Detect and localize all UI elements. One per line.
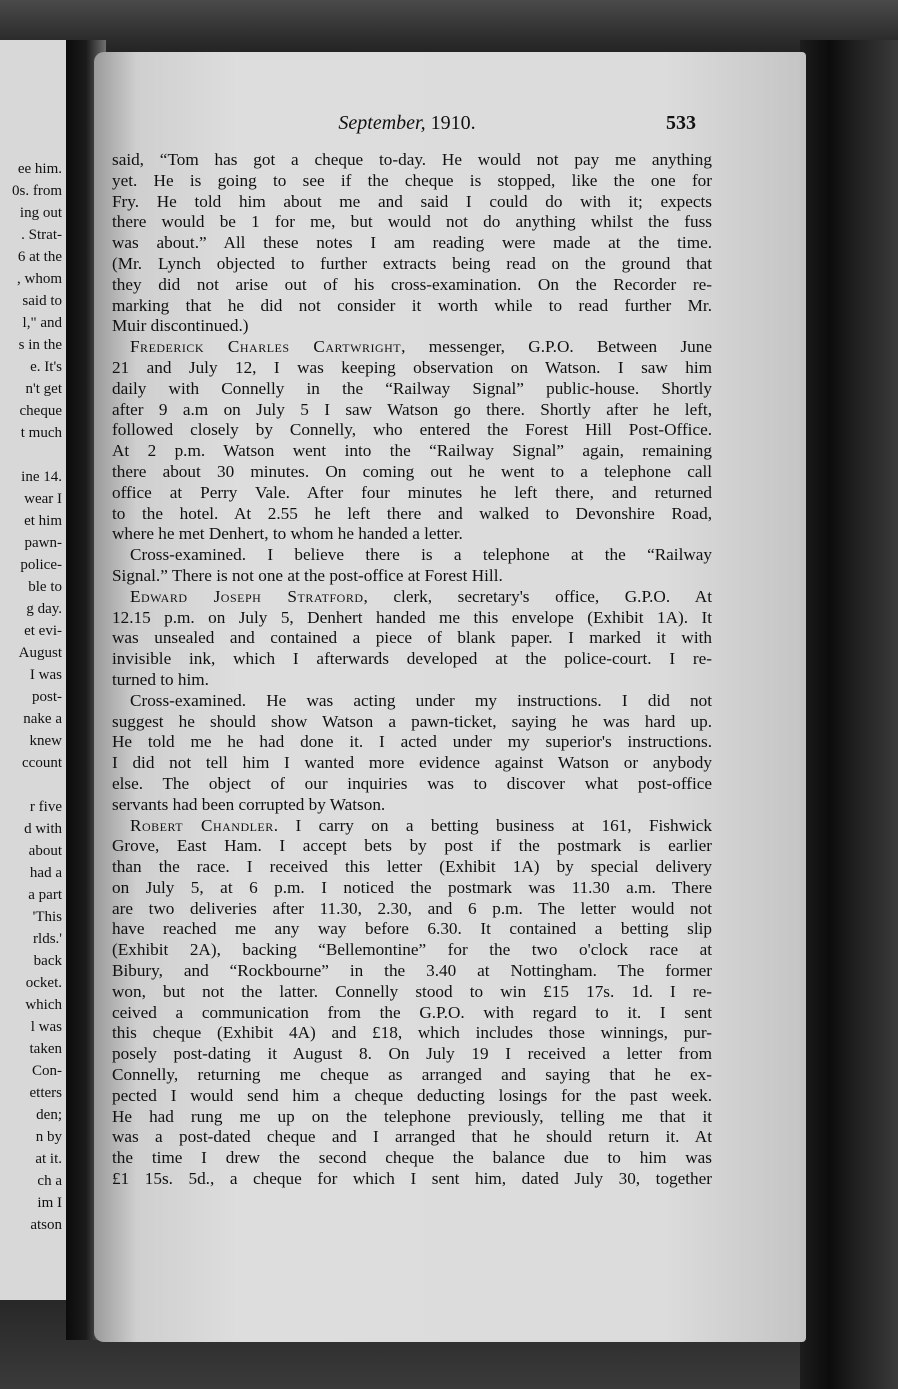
text-line: turned to him. bbox=[112, 669, 209, 689]
text-line: are two deliveries after 11.30, 2.30, and 6 p.m. The letter would not bbox=[112, 898, 712, 918]
left-page-fragment: pawn- bbox=[24, 535, 62, 551]
text-line: Edward Joseph Stratford, clerk, secretary's office, G.P.O. At bbox=[130, 586, 712, 606]
text-line: Frederick Charles Cartwright, messenger, G.P.O. Between June bbox=[130, 337, 712, 357]
left-page-fragment bbox=[12, 774, 62, 796]
left-page-fragment: said to bbox=[22, 293, 62, 309]
body-text bbox=[112, 150, 712, 1190]
text-line: Grove, East Ham. I accept bets by post if the postmark is earlier bbox=[112, 836, 712, 856]
text-line: Robert Chandler. I carry on a betting business at 161, Fishwick bbox=[130, 815, 712, 835]
page-header bbox=[112, 112, 702, 140]
left-page-fragment: I was bbox=[29, 667, 62, 683]
text-line: daily with Connelly in the “Railway Signal” public-house. Shortly bbox=[112, 378, 712, 398]
left-page-fragment: knew bbox=[29, 733, 62, 749]
text-line: pected I would send him a cheque deducting losings for the past week. bbox=[112, 1085, 712, 1105]
left-page-fragment: nake a bbox=[23, 711, 62, 727]
text-line: marking that he did not consider it worth while to read further Mr. bbox=[112, 295, 712, 315]
text-line: Cross-examined. He was acting under my instructions. I did not bbox=[130, 690, 712, 710]
left-page-fragment: . Strat- bbox=[21, 227, 62, 243]
text-line: ceived a communication from the G.P.O. with regard to it. I sent bbox=[112, 1002, 712, 1022]
left-page-fragment: r five bbox=[29, 799, 62, 815]
left-page-fragment: ch a bbox=[37, 1173, 62, 1189]
running-head bbox=[112, 112, 702, 135]
text-line: Bibury, and “Rockbourne” in the 3.40 at Nottingham. The former bbox=[112, 961, 712, 981]
left-page-fragment: police- bbox=[20, 557, 62, 573]
left-page-fragment: e. It's bbox=[30, 359, 62, 375]
text-line: else. The object of our inquiries was to discover what post-office bbox=[112, 773, 712, 793]
text-line: posely post-dating it August 8. On July 19 I received a letter from bbox=[112, 1044, 712, 1064]
text-line: said, “Tom has got a cheque to-day. He would not pay me anything bbox=[112, 150, 712, 169]
left-page-fragment: t much bbox=[20, 425, 62, 441]
left-page-fragment: n by bbox=[35, 1129, 62, 1145]
text-line: (Exhibit 2A), backing “Bellemontine” for the two o'clock race at bbox=[112, 940, 712, 960]
text-line: Connelly, returning me cheque as arranged and saying that he ex- bbox=[112, 1065, 712, 1085]
left-page-fragment: rlds.' bbox=[33, 931, 62, 947]
text-line: won, but not the latter. Connelly stood to win £15 17s. 1d. I re- bbox=[112, 981, 712, 1001]
text-line: suggest he should show Watson a pawn-ticket, saying he was hard up. bbox=[112, 711, 712, 731]
left-page-fragment: back bbox=[33, 953, 62, 969]
page-number: 533 bbox=[666, 112, 696, 134]
text-line: I did not tell him I wanted more evidence against Watson or anybody bbox=[112, 753, 712, 773]
left-page-fragment: d with bbox=[24, 821, 62, 837]
text-line: He had rung me up on the telephone previously, telling me that it bbox=[112, 1106, 712, 1126]
text-line: there would be 1 for me, but would not do anything whilst the fuss bbox=[112, 212, 712, 232]
text-line: 21 and July 12, I was keeping observation on Watson. I saw him bbox=[112, 357, 712, 377]
left-page-fragment: etters bbox=[29, 1085, 62, 1101]
text-line: followed closely by Connelly, who entered the Forest Hill Post-Office. bbox=[112, 420, 712, 440]
text-line: (Mr. Lynch objected to further extracts being read on the ground that bbox=[112, 253, 712, 273]
left-page-fragment: , whom bbox=[17, 271, 62, 287]
left-page-fragment: wear I bbox=[24, 491, 62, 507]
left-page-fragment: at it. bbox=[35, 1151, 62, 1167]
left-page-fragment: atson bbox=[30, 1217, 62, 1233]
left-page-fragment: n't get bbox=[25, 381, 62, 397]
left-page-fragment: Con- bbox=[32, 1063, 62, 1079]
left-page-fragment bbox=[12, 444, 62, 466]
left-page-fragment: s in the bbox=[18, 337, 62, 353]
text-line: on July 5, at 6 p.m. I noticed the postmark was 11.30 a.m. There bbox=[112, 877, 712, 897]
left-page-fragment: den; bbox=[36, 1107, 62, 1123]
running-head-month: September, bbox=[338, 112, 426, 134]
text-line: there about 30 minutes. On coming out he went to a telephone call bbox=[112, 461, 712, 481]
left-page-fragment: g day. bbox=[26, 601, 62, 617]
left-page-fragment: ee him. bbox=[17, 161, 62, 177]
text-line: At 2 p.m. Watson went into the “Railway Signal” again, remaining bbox=[112, 441, 712, 461]
text-line: Fry. He told him about me and said I could do with it; expects bbox=[112, 191, 712, 211]
text-line: 12.15 p.m. on July 5, Denhert handed me this envelope (Exhibit 1A). It bbox=[112, 607, 712, 627]
left-page-fragment: im I bbox=[37, 1195, 62, 1211]
left-page-fragments bbox=[12, 158, 62, 1236]
text-line: Signal.” There is not one at the post-office at Forest Hill. bbox=[112, 565, 503, 585]
text-line: Muir discontinued.) bbox=[112, 316, 249, 336]
text-line: was unsealed and contained a piece of blank paper. I marked it with bbox=[112, 628, 712, 648]
text-line: was a post-dated cheque and I arranged that he should return it. At bbox=[112, 1127, 712, 1147]
left-page-fragment: post- bbox=[32, 689, 62, 705]
left-page-fragment: taken bbox=[29, 1041, 62, 1057]
text-line: have reached me any way before 6.30. It contained a betting slip bbox=[112, 919, 712, 939]
left-page-fragment: ocket. bbox=[25, 975, 62, 991]
left-page-fragment: a part bbox=[28, 887, 62, 903]
left-page-fragment: ing out bbox=[19, 205, 62, 221]
text-line: the time I drew the second cheque the balance due to him was bbox=[112, 1148, 712, 1168]
left-page-fragment: about bbox=[28, 843, 62, 859]
text-line: Cross-examined. I believe there is a telephone at the “Railway bbox=[130, 545, 712, 565]
left-page-fragment: et him bbox=[24, 513, 62, 529]
left-page-fragment: l was bbox=[30, 1019, 62, 1035]
left-page-fragment: August bbox=[18, 645, 62, 661]
text-line: after 9 a.m on July 5 I saw Watson go there. Shortly after he left, bbox=[112, 399, 712, 419]
left-page-fragment: 6 at the bbox=[17, 249, 62, 265]
book-edge bbox=[800, 40, 898, 1389]
text-line: £1 15s. 5d., a cheque for which I sent him, dated July 30, together bbox=[112, 1169, 712, 1189]
left-page-fragment: ble to bbox=[28, 579, 62, 595]
left-page-fragment: had a bbox=[29, 865, 62, 881]
text-line: was about.” All these notes I am reading were made at the time. bbox=[112, 233, 712, 253]
text-line: this cheque (Exhibit 4A) and £18, which includes those winnings, pur- bbox=[112, 1023, 712, 1043]
text-line: office at Perry Vale. After four minutes he left there, and returned bbox=[112, 482, 712, 502]
text-line: to the hotel. At 2.55 he left there and walked to Devonshire Road, bbox=[112, 503, 712, 523]
left-page-fragment: ine 14. bbox=[21, 469, 62, 485]
left-page-fragment: ccount bbox=[22, 755, 62, 771]
left-page-fragment: 'This bbox=[32, 909, 62, 925]
text-line: servants had been corrupted by Watson. bbox=[112, 794, 386, 814]
text-line: yet. He is going to see if the cheque is stopped, like the one for bbox=[112, 170, 712, 190]
running-head-year: 1910. bbox=[430, 112, 476, 134]
left-page-fragment: 0s. from bbox=[12, 183, 62, 199]
text-line: where he met Denhert, to whom he handed a letter. bbox=[112, 524, 463, 544]
left-page-fragment: which bbox=[25, 997, 62, 1013]
text-line: invisible ink, which I afterwards developed at the police-court. I re- bbox=[112, 649, 712, 669]
left-page bbox=[0, 40, 66, 1300]
text-line: He told me he had done it. I acted under my superior's instructions. bbox=[112, 732, 712, 752]
left-page-fragment: l," and bbox=[22, 315, 62, 331]
text-line: than the race. I received this letter (Exhibit 1A) by special delivery bbox=[112, 857, 712, 877]
left-page-fragment: cheque bbox=[19, 403, 62, 419]
left-page-fragment: et evi- bbox=[24, 623, 62, 639]
text-line: they did not arise out of his cross-examination. On the Recorder re- bbox=[112, 274, 712, 294]
